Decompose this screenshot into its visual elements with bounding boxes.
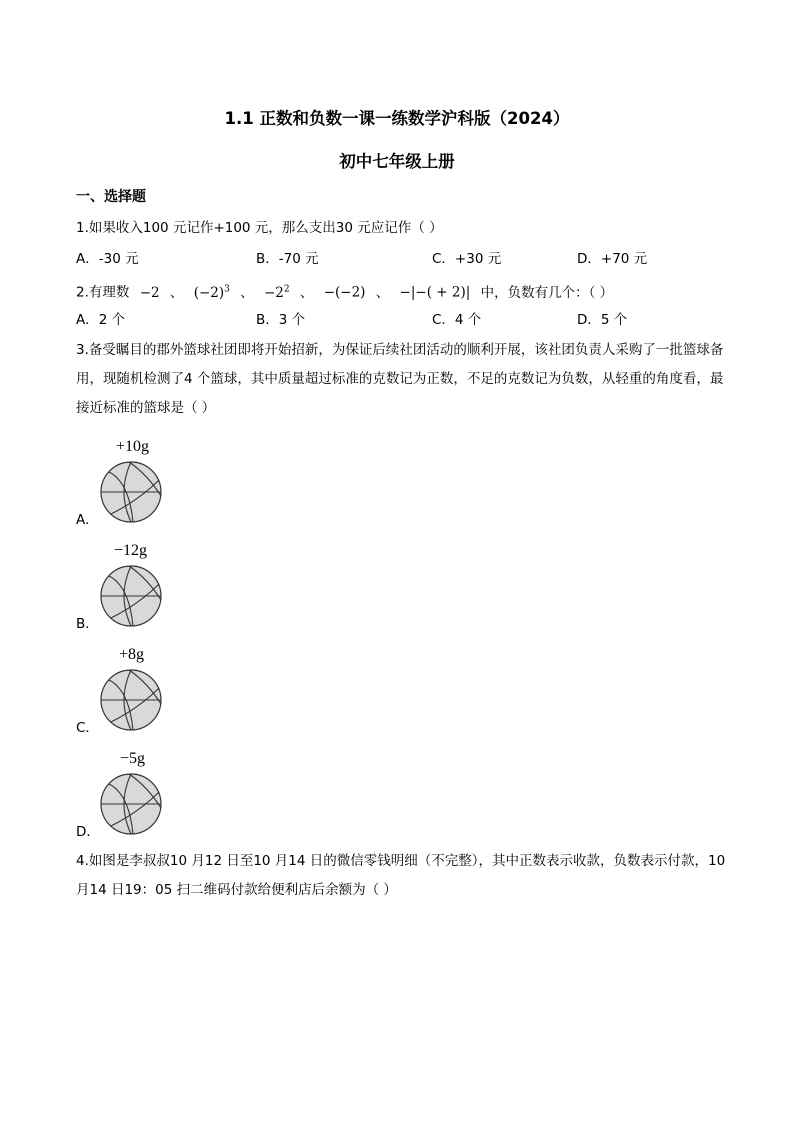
basketball-icon	[99, 772, 163, 836]
q2-separator: 、	[169, 284, 184, 301]
q2-suffix: 中，负数有几个：（ ）	[480, 284, 614, 301]
q3-option-a-ball[interactable]	[99, 460, 163, 524]
q2-prefix: 2.有理数	[76, 284, 130, 301]
question-1-stem: 1.如果收入100 元记作+100 元，那么支出30 元应记作（ ）	[76, 220, 443, 236]
q3-option-c-label: +8g	[119, 646, 145, 663]
q2-separator: 、	[299, 284, 314, 301]
basketball-icon	[99, 564, 163, 628]
q2-number-5: −|−( + 2)|	[399, 284, 471, 301]
q2-number-3: $-2^2$	[263, 284, 290, 301]
q2-separator: 、	[375, 284, 390, 301]
q2-option-c[interactable]: C．4 个	[432, 312, 482, 328]
page-subtitle: 初中七年级上册	[339, 152, 455, 171]
q1-option-a[interactable]: A．-30 元	[76, 251, 139, 267]
basketball-icon	[99, 668, 163, 732]
q3-option-b-ball[interactable]	[99, 564, 163, 628]
question-4-stem: 4.如图是李叔叔10 月12 日至10 月14 日的微信零钱明细（不完整），其中正数表示收款，负数表示付款，10 月14 日19：05 扫二维码付款给便利店后余额为（ ）	[76, 853, 726, 898]
q1-option-c[interactable]: C．+30 元	[432, 251, 502, 267]
q2-option-d[interactable]: D．5 个	[577, 312, 628, 328]
q3-option-d-ball[interactable]	[99, 772, 163, 836]
q1-option-b[interactable]: B．-70 元	[256, 251, 319, 267]
q3-option-c-ball[interactable]	[99, 668, 163, 732]
q2-number-1: −2	[139, 284, 160, 301]
section-heading: 一、选择题	[76, 189, 146, 205]
q3-option-d-label: −5g	[120, 750, 146, 767]
basketball-icon	[99, 460, 163, 524]
q3-option-b-label: −12g	[114, 542, 148, 559]
q3-option-d-letter[interactable]: D．	[76, 824, 100, 840]
question-3-stem: 3.备受瞩目的郡外篮球社团即将开始招新，为保证后续社团活动的顺利开展，该社团负责人采购了一批篮球备用，现随机检测了4 个篮球，其中质量超过标准的克数记为正数，不足的克数记为负数，从轻重的角度看，最接近标准的篮球是（ ）	[76, 342, 724, 416]
q2-option-b[interactable]: B．3 个	[256, 312, 306, 328]
question-2-stem	[76, 279, 613, 303]
q2-number-2: $(-2)^3$	[193, 284, 230, 301]
q3-option-c-letter[interactable]: C．	[76, 720, 99, 736]
q2-option-a[interactable]: A．2 个	[76, 312, 126, 328]
q3-option-a-letter[interactable]: A．	[76, 512, 99, 528]
page-title: 1.1 正数和负数一课一练数学沪科版（2024）	[224, 109, 570, 128]
q2-separator: 、	[240, 284, 254, 301]
q1-option-d[interactable]: D．+70 元	[577, 251, 648, 267]
q2-number-4: −(−2)	[323, 284, 366, 301]
q3-option-a-label: +10g	[116, 438, 150, 455]
q3-option-b-letter[interactable]: B．	[76, 616, 99, 632]
